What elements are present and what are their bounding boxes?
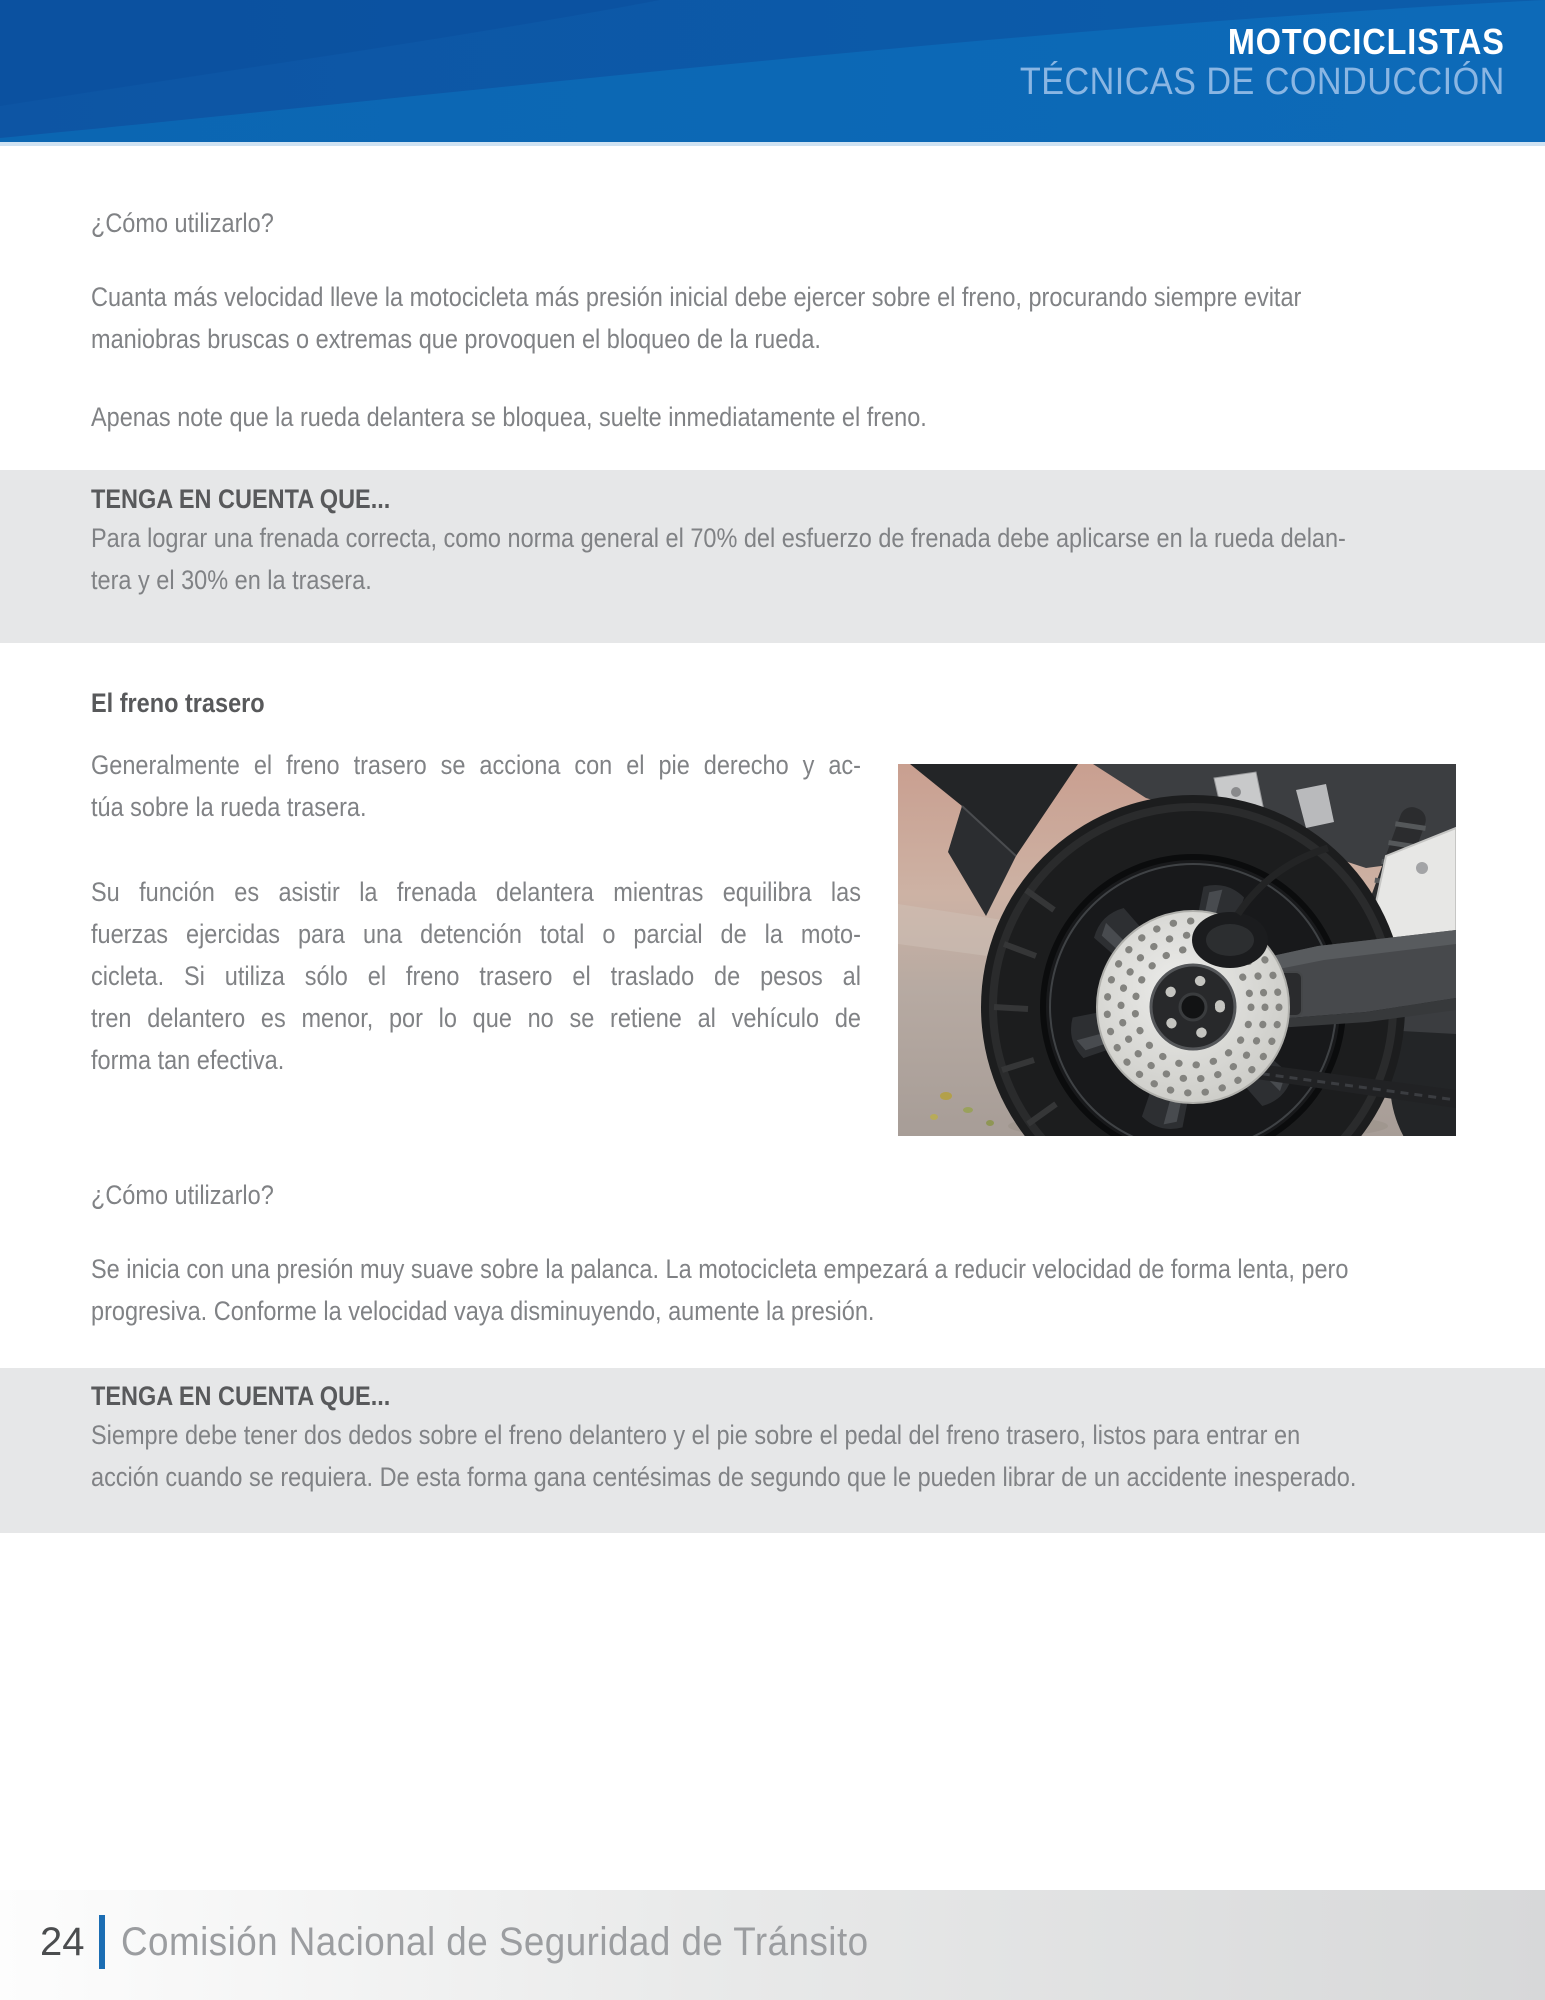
text-line: maniobras bruscas o extremas que provoquen el bloqueo de la rueda.: [91, 324, 821, 354]
text-line: Generalmente el freno trasero se acciona con el pie derecho y ac-: [91, 750, 861, 780]
page-header: [0, 0, 1545, 146]
text-line: túa sobre la rueda trasera.: [91, 792, 367, 822]
text-line: Para lograr una frenada correcta, como norma general el 70% del esfuerzo de frenada debe aplicarse en la rueda delan-: [91, 523, 1346, 553]
text-line: tren delantero es menor, por lo que no se retiene al vehículo de: [91, 1003, 861, 1033]
paragraph-rear-brake-usage: [91, 1248, 1475, 1332]
header-title: MOTOCICLISTAS: [1228, 21, 1505, 62]
header-text-block: [1020, 22, 1505, 102]
text-line: Siempre debe tener dos dedos sobre el freno delantero y el pie sobre el pedal del freno trasero, listos para entrar en: [91, 1420, 1301, 1450]
motorcycle-photo-graphic: [898, 764, 1456, 1136]
text-line: fuerzas ejercidas para una detención total o parcial de la moto-: [91, 919, 861, 949]
text-line: acción cuando se requiera. De esta forma gana centésimas de segundo que le pueden librar de un accidente inesperado.: [91, 1462, 1357, 1492]
section-heading-rear-brake: El freno trasero: [91, 688, 265, 718]
paragraph-rear-brake-function: [91, 871, 861, 1081]
text-line: cicleta. Si utiliza sólo el freno trasero el traslado de pesos al: [91, 961, 861, 991]
text-line: Se inicia con una presión muy suave sobre la palanca. La motocicleta empezará a reducir velocidad de forma lenta, pero: [91, 1254, 1349, 1284]
text-line: Cuanta más velocidad lleve la motocicleta más presión inicial debe ejercer sobre el freno, procurando siempre evitar: [91, 282, 1302, 312]
paragraph-front-brake-pressure: [91, 276, 1475, 360]
note-box-body: [91, 517, 1475, 601]
motorcycle-rear-wheel-photo: [898, 764, 1456, 1136]
text-line: tera y el 30% en la trasera.: [91, 565, 372, 595]
paragraph-rear-brake-operation: [91, 744, 861, 828]
note-box-brake-distribution: [0, 470, 1545, 643]
page-footer: [0, 1890, 1545, 2000]
text-line: forma tan efectiva.: [91, 1045, 285, 1075]
question-how-to-use-1: ¿Cómo utilizarlo?: [91, 208, 274, 238]
header-subtitle: TÉCNICAS DE CONDUCCIÓN: [1020, 61, 1505, 103]
text-line: progresiva. Conforme la velocidad vaya disminuyendo, aumente la presión.: [91, 1296, 875, 1326]
page-number: 24: [40, 1919, 85, 1964]
text-line: Su función es asistir la frenada delantera mientras equilibra las: [91, 877, 861, 907]
note-box-body: [91, 1414, 1475, 1498]
paragraph-release-brake: Apenas note que la rueda delantera se bloquea, suelte inmediatamente el freno.: [91, 402, 927, 432]
note-box-title: TENGA EN CUENTA QUE...: [91, 484, 391, 514]
question-how-to-use-2: ¿Cómo utilizarlo?: [91, 1180, 274, 1210]
footer-divider-bar: [99, 1915, 105, 1969]
footer-organization: Comisión Nacional de Seguridad de Tránsito: [120, 1919, 869, 1964]
note-box-title: TENGA EN CUENTA QUE...: [91, 1381, 391, 1411]
note-box-brake-readiness: [0, 1368, 1545, 1533]
